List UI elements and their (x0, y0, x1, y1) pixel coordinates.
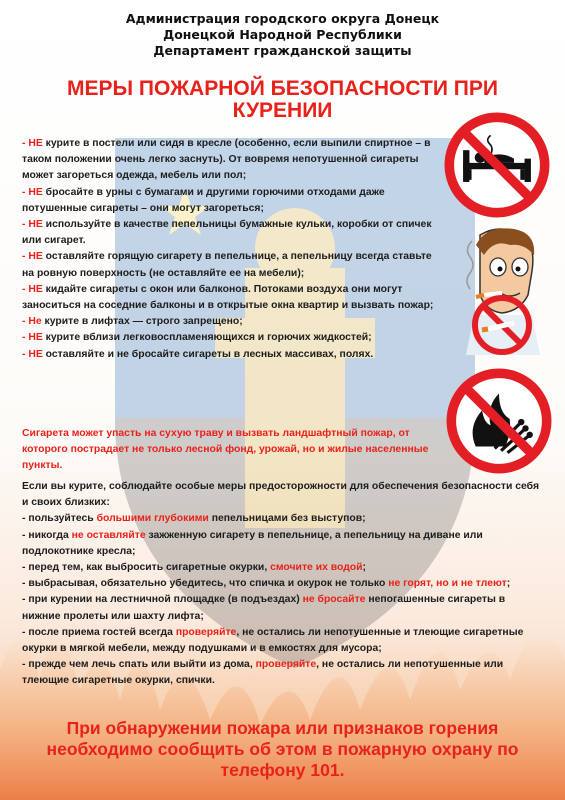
advice-highlight: не оставляйте (71, 529, 146, 541)
rule-ne: - НЕ (22, 283, 43, 295)
advice-text: - пользуйтесь (22, 513, 97, 525)
rule-ne: - Не (22, 316, 42, 328)
header-line-2: Донецкой Народной Республики (163, 27, 402, 42)
advice-text: - выбрасывая, обязательно убедитесь, что спичка и окурок не только (22, 578, 389, 590)
advice-item (22, 511, 542, 527)
rules-list (22, 136, 440, 363)
advice-text: - перед тем, как выбросить сигаретные окурки, (22, 562, 271, 574)
advice-highlight: не бросайте (302, 594, 366, 606)
advice-text: - после приема гостей всегда (22, 626, 176, 638)
advice-highlight: смочите их водой (270, 562, 363, 574)
rule-text: кидайте сигареты с окон или балконов. Потоками воздуха они могут заноситься на соседние балконы и в открытые окна квартир и вызвать пожар; (22, 283, 434, 312)
advice-item (22, 657, 542, 689)
advice-item (22, 576, 542, 592)
advice-text: , не остались ли непотушенные и тлеющие сигаретные окурки в мягкой мебели, между подушками и в емкостях для мусора; (22, 626, 524, 655)
advice-text: ; (362, 562, 367, 574)
advice-text: , не остались ли непотушенные или тлеющие сигаретные окурки, спички. (22, 659, 504, 687)
advice-text: зажженную сигарету в пепельнице, а пепельницу на диване или подлокотнике кресла; (22, 529, 483, 557)
rule-text: используйте в качестве пепельницы бумажные кульки, коробки от спичек или сигарет. (22, 219, 432, 247)
advice-highlight: не горят, но и не тлеют (388, 578, 507, 590)
header (0, 11, 565, 59)
rule-item (22, 249, 440, 281)
rule-item (22, 185, 440, 217)
advice-highlight: большими глубокими (96, 513, 209, 525)
title-line-2: КУРЕНИИ (232, 99, 333, 122)
advice-text: пепельницами без выступов; (208, 513, 366, 525)
title-line-1: МЕРЫ ПОЖАРНОЙ БЕЗОПАСНОСТИ ПРИ (67, 77, 498, 100)
advice-text: непогашенные сигареты в нижние пролеты или шахту лифта; (22, 594, 506, 622)
rule-ne: - НЕ (22, 138, 43, 149)
rule-item (22, 314, 440, 330)
rule-text: курите вблизи легковоспламеняющихся и горючих жидкостей; (42, 332, 372, 344)
advice-intro: Если вы курите, соблюдайте особые меры предосторожности для обеспечения безопасности себя и своих близких: (22, 481, 540, 509)
rule-text: оставляйте и не бросайте сигареты в лесных массивах, полях. (42, 348, 374, 360)
rule-ne: - НЕ (22, 348, 43, 360)
rule-text: курите в лифтах — строго запрещено; (41, 316, 243, 328)
advice-item (22, 528, 542, 560)
header-line-1: Администрация городского округа Донецк (125, 11, 440, 26)
rule-ne: - НЕ (22, 186, 43, 198)
advice-item (22, 592, 542, 624)
advice-text: ; (506, 578, 511, 590)
warning-text: Сигарета может упасть на сухую траву и вызвать ландшафтный пожар, от которого пострадает не только лесной фонд, урожай, но и жилые населенные пункты. (22, 428, 429, 472)
rule-ne: - НЕ (22, 219, 43, 231)
rule-text: курите в постели или сидя в кресле (особенно, если выпили спиртное – в таком положении очень легко заснуть). От вовремя непотушенной сигареты может загореться одежда, мебель или пол; (22, 138, 431, 182)
advice-text: - при курении на лестничной площадке (в подъездах) (22, 594, 303, 606)
advice-text: - прежде чем лечь спать или выйти из дома, (22, 659, 256, 671)
rule-item (22, 330, 440, 346)
rule-item (22, 347, 440, 363)
rule-ne: - НЕ (22, 251, 43, 263)
rule-item (22, 217, 440, 249)
advice-highlight: проверяйте (175, 626, 237, 638)
rule-text: оставляйте горящую сигарету в пепельнице, а пепельницу всегда ставьте на ровную поверхность (не оставляйте ее на мебели); (22, 251, 432, 279)
no-matches-fire-icon (446, 368, 552, 474)
advice-text: - никогда (22, 529, 72, 541)
advice-item (22, 560, 542, 576)
rule-item (22, 136, 440, 185)
footer-call-to-action: При обнаружении пожара или признаков горения необходимо сообщить об этом в пожарную охрану по телефону 101. (46, 718, 519, 780)
no-smoking-in-bed-icon (444, 112, 550, 218)
advice-highlight: проверяйте (255, 659, 317, 671)
rule-item (22, 282, 440, 314)
header-line-3: Департамент гражданской защиты (153, 43, 412, 58)
rule-text: бросайте в урны с бумагами и другими горючими отходами даже потушенные сигареты – они могут загореться; (22, 186, 385, 214)
advice-section (22, 479, 542, 690)
advice-item (22, 625, 542, 657)
rule-ne: - НЕ (22, 332, 43, 344)
no-smoking-man-icon (440, 225, 556, 355)
